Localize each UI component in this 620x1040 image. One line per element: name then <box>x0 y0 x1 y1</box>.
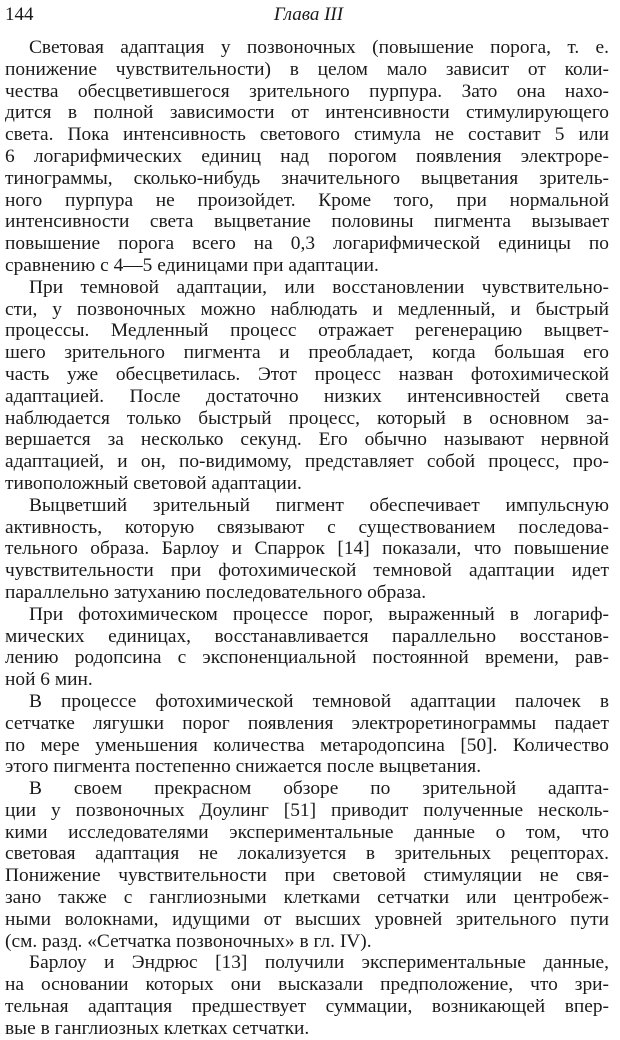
text-line: В своем прекрасном обзоре по зрительной адапта- <box>29 778 609 800</box>
text-line: сти, у позвоночных можно наблюдать и медленный, и быстрый <box>5 298 609 320</box>
text-line: ции у позвоночных Доулинг [51] приводит полученные несколь- <box>5 799 609 821</box>
text-line: сетчатке лягушки порог появления электроретинограммы падает <box>5 712 609 734</box>
text-line: тивоположный световой адаптации. <box>5 472 302 494</box>
paragraph <box>5 277 609 495</box>
text-line: активность, которую связывают с существованием последова- <box>5 516 609 538</box>
text-line: дится в полной зависимости от интенсивности стимулирующего <box>5 102 609 124</box>
text-line: шего зрительного пигмента и преобладает, когда большая его <box>5 342 609 364</box>
text-line: ными волокнами, идущими от высших уровней зрительного пути <box>5 908 609 930</box>
text-line: параллельно затуханию последовательного образа. <box>5 581 427 603</box>
text-line: Барлоу и Эндрюс [13] получили экспериментальные данные, <box>29 952 609 974</box>
text-line: мических единицах, восстанавливается параллельно восстанов- <box>5 625 609 647</box>
text-line: чувствительности при фотохимической темновой адаптации идет <box>5 560 609 582</box>
text-line: ной 6 мин. <box>5 669 93 691</box>
text-line: тельная адаптация предшествует суммации, возникающей впер- <box>5 996 609 1018</box>
text-line: ного пурпура не произойдет. Кроме того, при нормальной <box>5 189 609 211</box>
text-line: При темновой адаптации, или восстановлении чувствительно- <box>29 276 609 298</box>
text-line: адаптацией. После достаточно низких интенсивностей света <box>5 385 609 407</box>
text-line: кими исследователями экспериментальные данные о том, что <box>5 821 609 843</box>
paragraph <box>5 778 609 952</box>
text-line: этого пигмента постепенно снижается после выцветания. <box>5 756 482 778</box>
text-line: часть уже обесцветилась. Этот процесс назван фотохимической <box>5 363 609 385</box>
text-line: наблюдается только быстрый процесс, который в основном за- <box>5 407 609 429</box>
text-line: В процессе фотохимической темновой адаптации палочек в <box>29 690 609 712</box>
text-line: интенсивности света выцветание половины пигмента вызывает <box>5 211 609 233</box>
body-text <box>5 37 609 1040</box>
text-line: повышение порога всего на 0,3 логарифмической единицы по <box>5 233 609 255</box>
text-line: света. Пока интенсивность светового стимула не составит 5 или <box>5 124 609 146</box>
text-line: по мере уменьшения количества метародопсина [50]. Количество <box>5 734 609 756</box>
text-line: (см. разд. «Сетчатка позвоночных» в гл. IV). <box>5 930 372 952</box>
page-header <box>5 4 612 30</box>
paragraph <box>5 37 609 277</box>
text-line: лению родопсина с экспоненциальной постоянной времени, рав- <box>5 647 609 669</box>
paragraph <box>5 495 609 604</box>
text-line: При фотохимическом процессе порог, выраженный в логариф- <box>29 603 609 625</box>
text-line: световая адаптация не локализуется в зрительных рецепторах. <box>5 843 609 865</box>
paragraph <box>5 604 609 691</box>
text-line: адаптацией, и он, по-видимому, представляет собой процесс, про- <box>5 451 609 473</box>
page-number: 144 <box>5 4 34 25</box>
text-line: вершается за несколько секунд. Его обычно называют нервной <box>5 429 609 451</box>
text-line: тельного образа. Барлоу и Спаррок [14] показали, что повышение <box>5 538 609 560</box>
text-line: тинограммы, сколько-нибудь значительного выцветания зритель- <box>5 167 609 189</box>
text-line: на основании которых они высказали предположение, что зри- <box>5 974 609 996</box>
text-line: вые в ганглиозных клетках сетчатки. <box>5 1017 310 1039</box>
text-line: Выцветший зрительный пигмент обеспечивает импульсную <box>29 494 609 516</box>
text-line: чества обесцветившегося зрительного пурпура. Зато она нахо- <box>5 80 609 102</box>
text-line: понижение чувствительности) в целом мало зависит от коли- <box>5 58 609 80</box>
text-line: процессы. Медленный процесс отражает регенерацию выцвет- <box>5 320 609 342</box>
running-head: Глава III <box>273 4 344 25</box>
text-line: 6 логарифмических единиц над порогом появления электроре- <box>5 145 609 167</box>
text-line: сравнению с 4—5 единицами при адаптации. <box>5 254 379 276</box>
paragraph <box>5 691 609 778</box>
text-line: Световая адаптация у позвоночных (повышение порога, т. е. <box>29 37 609 58</box>
text-line: Понижение чувствительности при световой стимуляции не свя- <box>5 865 609 887</box>
paragraph <box>5 952 609 1039</box>
text-line: зано также с ганглиозными клетками сетчатки или центробеж- <box>5 887 609 909</box>
